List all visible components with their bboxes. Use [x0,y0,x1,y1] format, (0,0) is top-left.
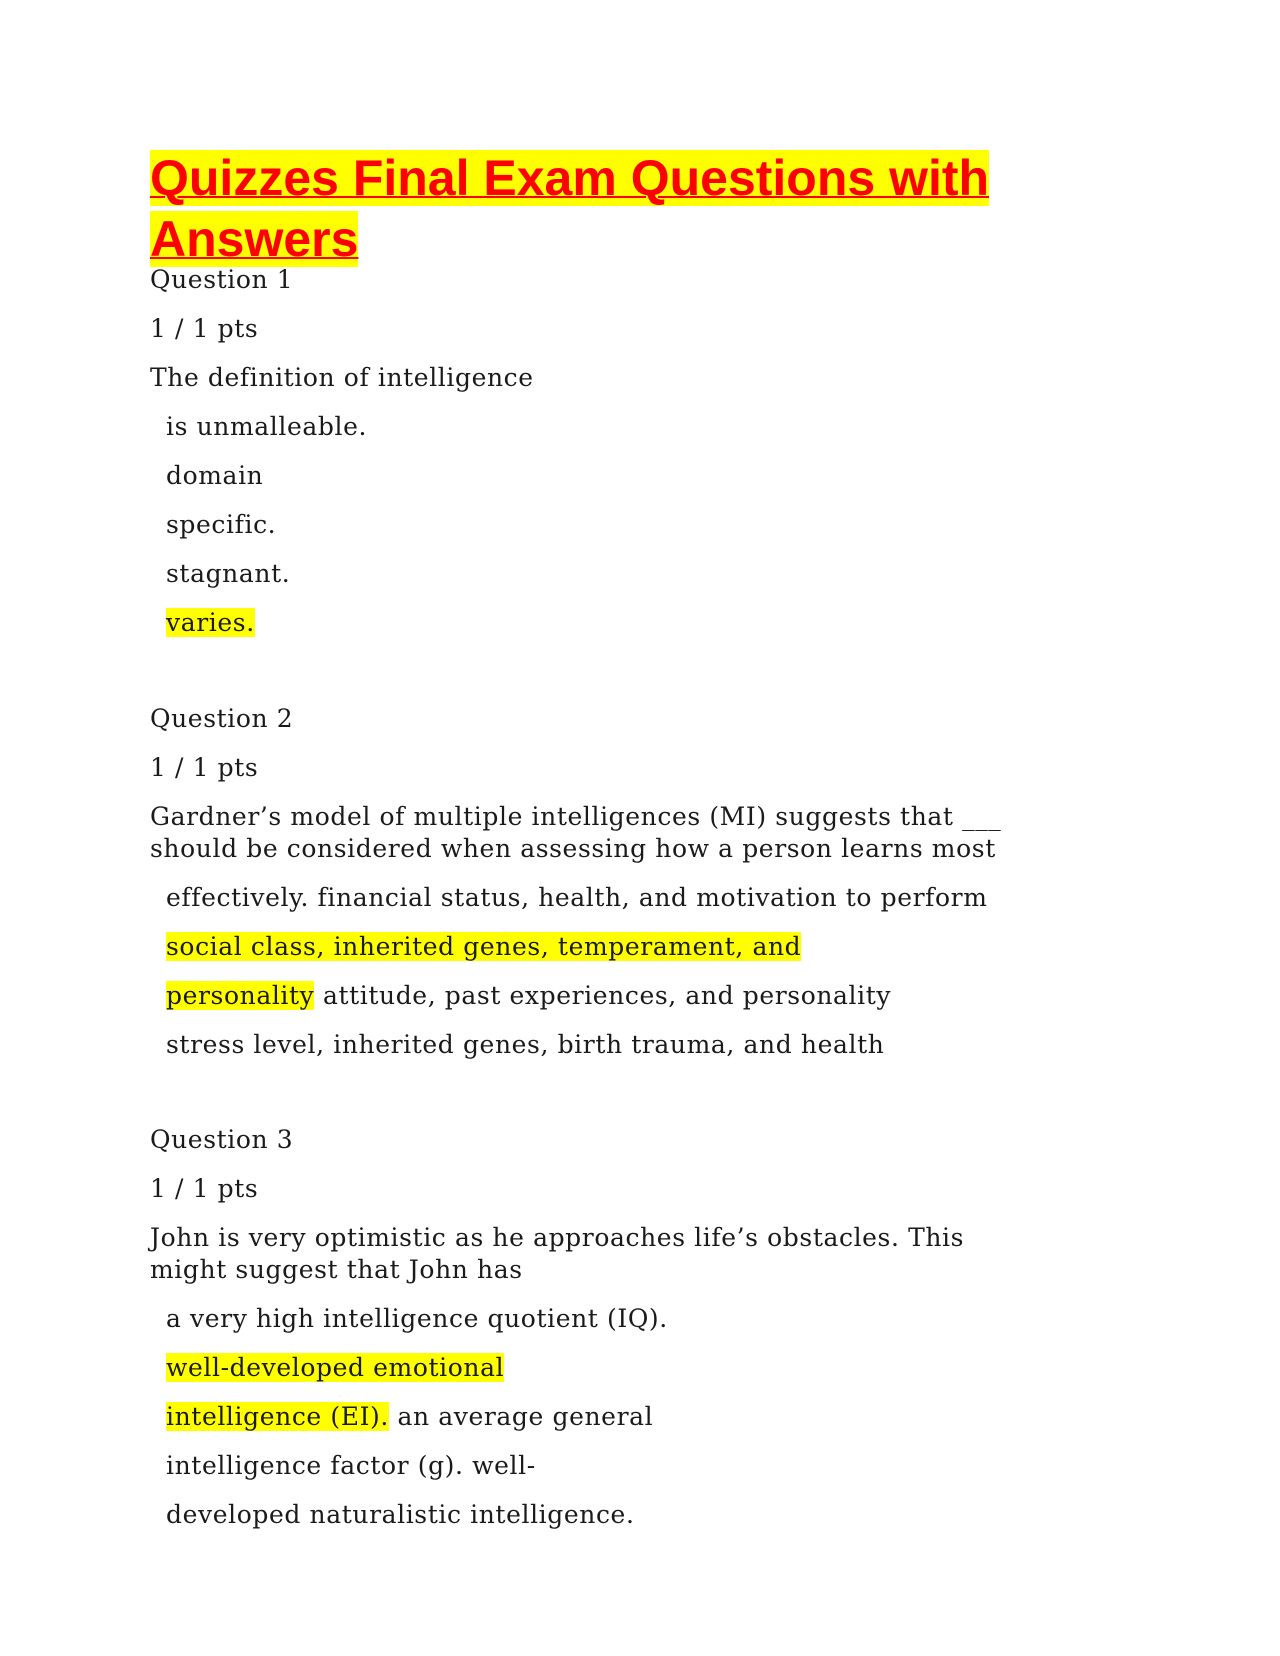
question-3-option-line: developed naturalistic intelligence. [166,1500,635,1529]
question-3-option-text: an average general [388,1402,654,1431]
question-3-points: 1 / 1 pts [150,1174,259,1203]
question-3-prompt-line-2: might suggest that John has [150,1255,523,1284]
question-2-option-line: effectively. financial status, health, and motivation to perform [166,883,988,912]
title-line-1: Quizzes Final Exam Questions with [150,150,990,206]
question-1-heading: Question 1 [150,265,294,294]
question-2-heading: Question 2 [150,704,294,733]
question-1-option: specific. [166,510,277,539]
question-3-option-line [166,1352,504,1384]
answer-highlight: varies. [166,608,255,637]
question-1-option: domain [166,461,264,490]
question-1-points: 1 / 1 pts [150,314,259,343]
question-2-points: 1 / 1 pts [150,753,259,782]
question-2-option-line [166,931,801,963]
question-2-prompt-line-2: should be considered when assessing how a person learns most [150,834,996,863]
answer-highlight: well-developed emotional [166,1353,505,1382]
question-3-prompt-line-1: John is very optimistic as he approaches life’s obstacles. This [150,1223,965,1252]
question-1-prompt: The definition of intelligence [150,363,534,392]
question-2-option-line [166,980,891,1012]
question-3-option-line: intelligence factor (g). well- [166,1451,536,1480]
question-3-option-line [166,1401,653,1433]
document-title [150,148,1050,270]
answer-highlight: personality [166,981,315,1010]
question-1-option: is unmalleable. [166,412,368,441]
question-1-option-answer [166,607,255,639]
answer-highlight: intelligence (EI). [166,1402,389,1431]
question-3-heading: Question 3 [150,1125,294,1154]
question-2-prompt-line-1: Gardner’s model of multiple intelligences (MI) suggests that ___ [150,802,1002,831]
question-3-option-line: a very high intelligence quotient (IQ). [166,1304,668,1333]
question-1-option: stagnant. [166,559,291,588]
answer-highlight: social class, inherited genes, temperament, and [166,932,802,961]
question-2-option-text: attitude, past experiences, and personality [314,981,892,1010]
title-line-2: Answers [150,211,359,267]
question-2-option-line: stress level, inherited genes, birth trauma, and health [166,1030,885,1059]
